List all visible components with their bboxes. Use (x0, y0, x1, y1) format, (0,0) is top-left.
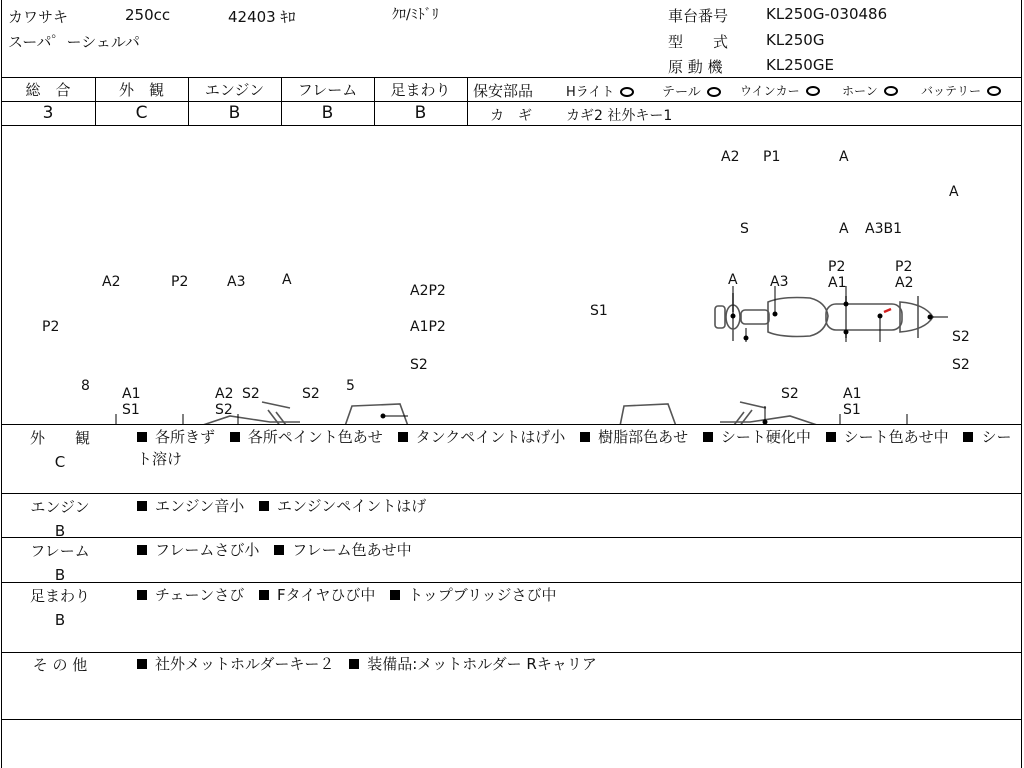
diagram-label: P1 (763, 149, 781, 165)
ok-circle-icon (987, 86, 1001, 96)
diagram-label: S2 (410, 357, 428, 373)
divider-grade-labels (1, 101, 467, 102)
diagram-label: A2 (215, 386, 234, 402)
grade-value-frame: B (321, 103, 334, 123)
grade-value-appearance: C (135, 103, 148, 123)
safety-parts-label: 保安部品 (473, 82, 534, 100)
section-suspension-notes: チェーンさび Fタイヤひび中 トップブリッジさび中 (137, 584, 1017, 606)
leader-lines (70, 286, 950, 424)
divider-other (1, 719, 1022, 720)
divider-engine (1, 537, 1022, 538)
key-value: カギ2 社外キー1 (566, 108, 673, 124)
model-name: スーパ゜ーシェルパ (8, 33, 140, 51)
diagram-label: S2 (952, 329, 970, 345)
section-appearance-notes: 各所きず 各所ペイント色あせ タンクペイントはげ小 樹脂部色あせ シート硬化中 シート色あせ中 シート溶け (137, 428, 1012, 468)
divider-diagram (1, 424, 1022, 425)
diagram-label: P2 (828, 259, 846, 275)
diagram-label: A1 (843, 386, 862, 402)
bike-top-view (715, 293, 933, 341)
section-other-title: そ の 他 (32, 656, 88, 674)
section-engine-title: エンジン B (30, 498, 90, 540)
diagram-label: P2 (895, 259, 913, 275)
diagram-label: S1 (843, 402, 861, 418)
engine-model-label: 原 動 機 (668, 58, 723, 76)
diagram-label: S (740, 221, 749, 237)
diagram-label: A1 (828, 275, 847, 291)
safety-item-horn: ホーン (842, 82, 898, 99)
section-frame-title: フレーム B (30, 542, 90, 584)
diagram-label: A (839, 221, 849, 237)
diagram-label: S2 (215, 402, 233, 418)
diagram-label: A2 (895, 275, 914, 291)
diagram-label: 5 (346, 378, 355, 394)
key-label: カ ギ (490, 108, 532, 124)
frame-number-label: 車台番号 (668, 7, 729, 25)
diagram-label: A (728, 272, 738, 288)
safety-item-tail: テール (662, 81, 721, 100)
section-suspension-title: 足まわり B (29, 587, 90, 629)
ok-circle-icon (884, 86, 898, 96)
divider-frame (1, 582, 1022, 583)
ok-circle-icon (707, 87, 721, 97)
damage-diagram (0, 126, 1024, 424)
model-type-label: 型 式 (668, 33, 729, 51)
grade-value-overall: 3 (42, 103, 54, 123)
diagram-label: A (839, 149, 849, 165)
divider-appearance (1, 493, 1022, 494)
grade-label-frame: フレーム (297, 81, 358, 99)
diagram-label: 8 (81, 378, 90, 394)
ok-circle-icon (620, 87, 634, 97)
diagram-label: A1P2 (410, 319, 446, 335)
diagram-label: P2 (42, 319, 60, 335)
diagram-label: A2 (102, 274, 121, 290)
displacement: 250cc (125, 6, 171, 24)
safety-item-battery: バッテリー (921, 82, 1001, 99)
maker: カワサキ (8, 8, 69, 26)
diagram-label: A (949, 184, 959, 200)
grade-label-suspension: 足まわり (390, 81, 451, 99)
diagram-label: A3B1 (865, 221, 902, 237)
frame-number: KL250G-030486 (766, 5, 888, 23)
diagram-labels (42, 149, 970, 418)
engine-model: KL250GE (766, 56, 834, 74)
mileage: 42403 ｷﾛ (228, 8, 296, 26)
section-frame-notes: フレームさび小 フレーム色あせ中 (137, 539, 1017, 561)
diagram-label: S1 (122, 402, 140, 418)
diagram-label: S2 (952, 357, 970, 373)
diagram-label: S1 (590, 303, 608, 319)
divider-safety (467, 101, 1022, 102)
bike-right-view (620, 402, 936, 424)
diagram-label: S2 (781, 386, 799, 402)
grade-label-appearance: 外 観 (118, 81, 164, 99)
grade-label-overall: 総 合 (25, 81, 71, 99)
diagram-label: S2 (242, 386, 260, 402)
grade-sep-5 (467, 77, 468, 125)
model-type: KL250G (766, 31, 825, 49)
diagram-label: P2 (171, 274, 189, 290)
diagram-label: A (282, 272, 292, 288)
divider-header (1, 77, 1022, 78)
red-mark-icon (884, 309, 891, 312)
safety-item-headlight: Hライト (566, 81, 634, 100)
grade-label-engine: エンジン (204, 81, 265, 99)
grade-value-engine: B (228, 103, 241, 123)
diagram-label: A3 (770, 274, 789, 290)
section-engine-notes: エンジン音小 エンジンペイントはげ (137, 495, 1017, 517)
diagram-label: A2P2 (410, 283, 446, 299)
diagram-label: A3 (227, 274, 246, 290)
color: ｸﾛ/ﾐﾄﾞﾘ (392, 7, 439, 23)
ok-circle-icon (806, 86, 820, 96)
diagram-label: A2 (721, 149, 740, 165)
section-other-notes: 社外メットホルダーキー２ 装備品:メットホルダー Rキャリア (137, 653, 1017, 675)
diagram-label: S2 (302, 386, 320, 402)
grade-value-suspension: B (414, 103, 427, 123)
section-appearance-title: 外 観 C (29, 429, 90, 471)
safety-item-winker: ウインカー (740, 82, 820, 99)
diagram-label: A1 (122, 386, 141, 402)
